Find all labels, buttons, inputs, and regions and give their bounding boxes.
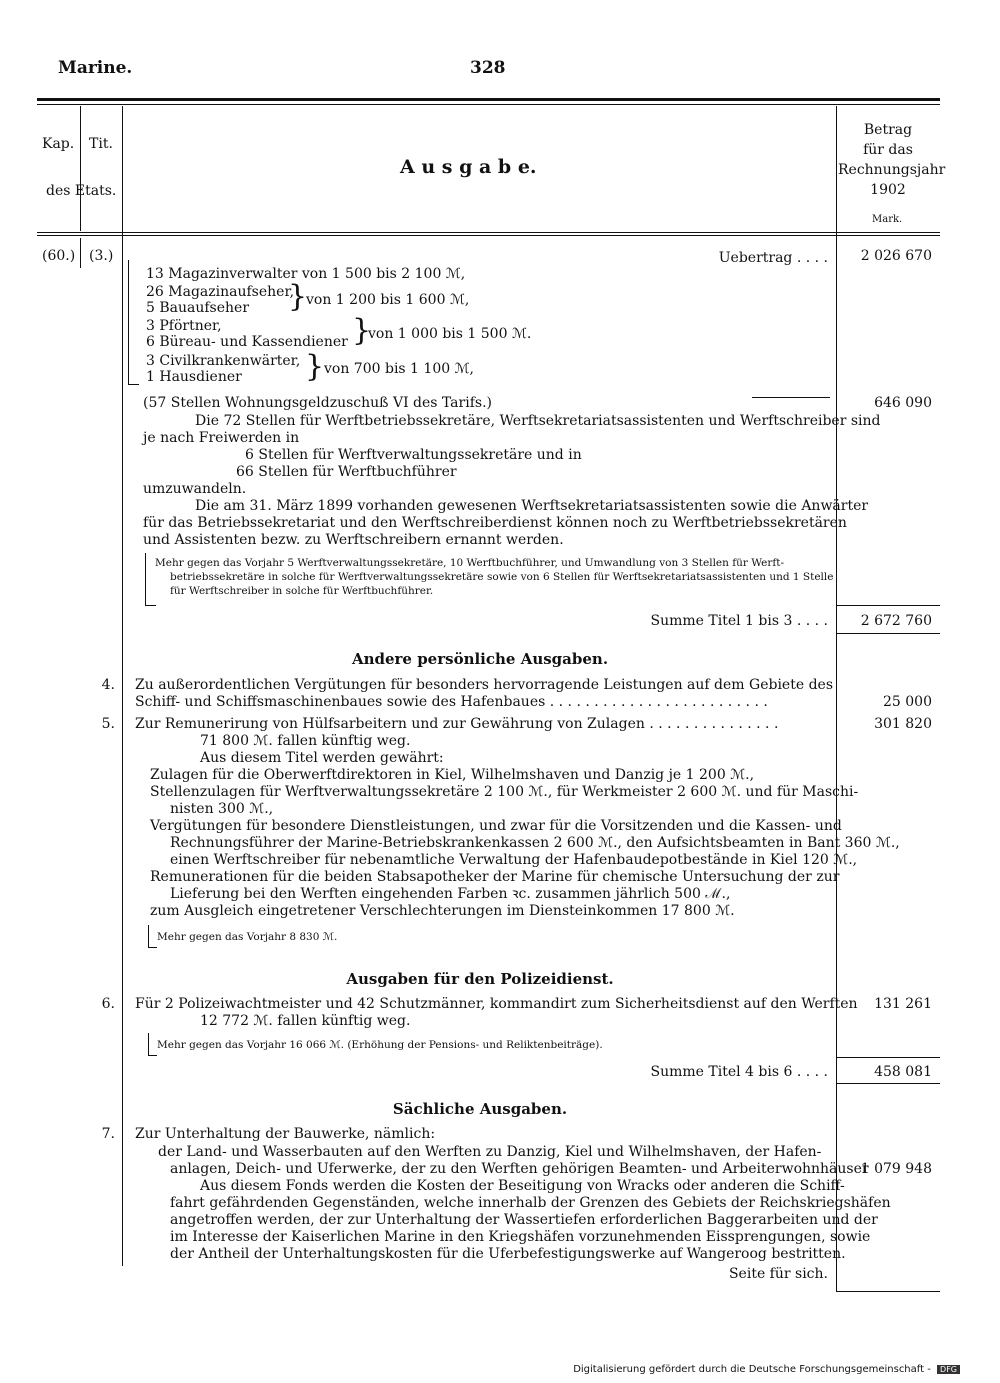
note-bracket-2 — [148, 925, 157, 948]
para-7: Die am 31. März 1899 vorhanden gewesenen Werftsekretariatsassistenten sowie die Anwärter — [195, 498, 869, 514]
col-divider-tit — [122, 106, 123, 1266]
uebertrag-label: Uebertrag . . . . — [718, 250, 828, 266]
para-4: 6 Stellen für Werftverwaltungssekretäre und in — [245, 447, 582, 463]
tit-7-line-1: Zur Unterhaltung der Bauwerke, nämlich: — [135, 1126, 436, 1142]
tit-6-line-1: Für 2 Polizeiwachtmeister und 42 Schutzmänner, kommandirt zum Sicherheitsdienst auf den Werften — [135, 996, 858, 1012]
tit-5-line-3: Aus diesem Titel werden gewährt: — [200, 750, 444, 766]
tit-5-line-10: Remunerationen für die beiden Stabsapotheker der Marine für chemische Untersuchung der zur — [150, 869, 840, 885]
staff-line-2b: 5 Bauaufseher — [146, 300, 250, 316]
tit-5-amount: 301 820 — [874, 716, 932, 732]
tit-4-line-1: Zu außerordentlichen Vergütungen für besonders hervorragende Leistungen auf dem Gebiete des — [135, 677, 834, 693]
note-bracket-3 — [148, 1033, 157, 1056]
para-5: 66 Stellen für Werftbuchführer — [236, 464, 457, 480]
tit-5-line-7: Vergütungen für besondere Dienstleistungen, und zwar für die Vorsitzenden und die Kassen- und — [150, 818, 842, 834]
tit-5-line-12: zum Ausgleich eingetretener Verschlechterungen im Diensteinkommen 17 800 ℳ. — [150, 903, 735, 919]
staff-line-4b: 1 Hausdiener — [146, 369, 242, 385]
col-divider-kap-lower — [80, 238, 81, 268]
para-1: (57 Stellen Wohnungsgeldzuschuß VI des Tarifs.) — [143, 395, 492, 411]
para-6: umzuwandeln. — [143, 481, 247, 497]
tit-6-line-2: 12 772 ℳ. fallen künftig weg. — [200, 1013, 411, 1029]
staff-line-2c: von 1 200 bis 1 600 ℳ, — [306, 292, 470, 308]
amount-rule — [752, 397, 830, 398]
para-3: je nach Freiwerden in — [143, 430, 300, 446]
tit-7-line-5: fahrt gefährdenden Gegenständen, welche innerhalb der Grenzen des Gebiets der Reichskriegshäfen — [170, 1195, 891, 1211]
uebertrag-amount: 2 026 670 — [860, 248, 932, 264]
staff-line-4c: von 700 bis 1 100 ℳ, — [324, 361, 475, 377]
tit-5-line-9: einen Werftschreiber für nebenamtliche Verwaltung der Hafenbaudepotbestände in Kiel 120 ℳ., — [170, 852, 858, 868]
tit-5-line-4: Zulagen für die Oberwerftdirektoren in Kiel, Wilhelmshaven und Danzig je 1 200 ℳ., — [150, 767, 755, 783]
tit-4-number: 4. — [101, 677, 115, 693]
tit-7-line-6: angetroffen werden, der zur Unterhaltung der Wassertiefen erforderlichen Baggerarbeiten und der — [170, 1212, 878, 1228]
tit-number: (3.) — [89, 248, 114, 264]
table-title: A u s g a b e. — [400, 156, 537, 178]
para-1-amount: 646 090 — [874, 395, 932, 411]
brace-2: } — [352, 313, 372, 348]
note-1-line-3: für Werftschreiber in solche für Werftbuchführer. — [170, 585, 434, 597]
des-etats-label: des Etats. — [46, 183, 117, 199]
summe-rule-2 — [836, 1057, 940, 1058]
kap-label: Kap. — [42, 136, 75, 152]
amount-header-3: Rechnungsjahr — [838, 162, 946, 178]
tit-5-line-6: nisten 300 ℳ., — [170, 801, 274, 817]
dfg-logo: DFG — [937, 1365, 960, 1374]
amount-header-4: 1902 — [870, 182, 906, 198]
tit-4-line-2: Schiff- und Schiffsmaschinenbaues sowie des Hafenbaues . . . . . . . . . . . . . . . . . . . . . . . . . — [135, 694, 768, 710]
tit-5-line-2: 71 800 ℳ. fallen künftig weg. — [200, 733, 411, 749]
summe-2-amount: 458 081 — [874, 1064, 932, 1080]
section-title: Marine. — [58, 58, 133, 78]
page-number: 328 — [470, 58, 506, 78]
staff-line-3a: 3 Pförtner, — [146, 318, 222, 334]
amount-header-2: für das — [863, 142, 913, 158]
para-9: und Assistenten bezw. zu Werftschreibern ernannt werden. — [143, 532, 564, 548]
tit-7-number: 7. — [101, 1126, 115, 1142]
para-2: Die 72 Stellen für Werftbetriebssekretäre, Werftsekretariatsassistenten und Werftschreiber sind — [195, 413, 881, 429]
summe-2-label: Summe Titel 4 bis 6 . . . . — [650, 1064, 828, 1080]
tit-5-note: Mehr gegen das Vorjahr 8 830 ℳ. — [157, 931, 338, 943]
note-1-line-1: Mehr gegen das Vorjahr 5 Werftverwaltungssekretäre, 10 Werftbuchführer, und Umwandlung von 3 Stellen für Werft- — [155, 557, 785, 569]
summe-rule-2b — [836, 1083, 940, 1084]
tit-6-note: Mehr gegen das Vorjahr 16 066 ℳ. (Erhöhung der Pensions- und Reliktenbeiträge). — [157, 1039, 603, 1051]
summe-rule-1b — [836, 633, 940, 634]
tit-7-amount: 1 079 948 — [860, 1161, 932, 1177]
header-rule-thick — [37, 98, 940, 101]
seite-fuer-sich: Seite für sich. — [728, 1266, 828, 1282]
summe-rule-1 — [836, 605, 940, 606]
col-divider-kap — [80, 106, 81, 231]
tit-label: Tit. — [89, 136, 113, 152]
staff-line-1: 13 Magazinverwalter von 1 500 bis 2 100 ℳ, — [146, 266, 466, 282]
tit-7-line-7: im Interesse der Kaiserlichen Marine in den Kriegshäfen vorzunehmenden Eissprengungen, sowie — [170, 1229, 871, 1245]
tit-5-line-1: Zur Remunerirung von Hülfsarbeitern und zur Gewährung von Zulagen . . . . . . . . . . . . . . . — [135, 716, 779, 732]
tit-6-amount: 131 261 — [874, 996, 932, 1012]
kap-number: (60.) — [42, 248, 76, 264]
heading-andere-persoenliche: Andere persönliche Ausgaben. — [351, 650, 609, 668]
para-8: für das Betriebssekretariat und den Werftschreiberdienst können noch zu Werftbetriebssekretären — [143, 515, 847, 531]
currency-label: Mark. — [872, 214, 903, 225]
staff-line-2a: 26 Magazinaufseher, — [146, 284, 295, 300]
col-divider-amount — [836, 106, 837, 1291]
tit-4-amount: 25 000 — [883, 694, 932, 710]
footer-text: Digitalisierung gefördert durch die Deutsche Forschungsgemeinschaft - — [573, 1364, 931, 1375]
tit-7-line-4: Aus diesem Fonds werden die Kosten der Beseitigung von Wracks oder anderen die Schiff- — [200, 1178, 845, 1194]
summe-1-amount: 2 672 760 — [860, 613, 932, 629]
tit-7-line-2: der Land- und Wasserbauten auf den Werften zu Danzig, Kiel und Wilhelmshaven, der Hafen- — [158, 1144, 822, 1160]
tit-5-line-8: Rechnungsführer der Marine-Betriebskrankenkassen 2 600 ℳ., den Aufsichtsbeamten in Bant 360 ℳ., — [170, 835, 900, 851]
brace-3: } — [305, 349, 325, 384]
staff-line-3c: von 1 000 bis 1 500 ℳ. — [368, 326, 532, 342]
note-1-line-2: betriebssekretäre in solche für Werftverwaltungssekretäre sowie von 6 Stellen für Werftsekretariatsassistenten und 1 Stelle — [170, 571, 834, 583]
staff-line-4a: 3 Civilkrankenwärter, — [146, 353, 301, 369]
tit-6-number: 6. — [101, 996, 115, 1012]
staff-bracket — [128, 260, 139, 385]
tit-5-line-11: Lieferung bei den Werften eingehenden Farben ꝛc. zusammen jährlich 500 ℳ., — [170, 886, 731, 902]
heading-saechliche: Sächliche Ausgaben. — [392, 1100, 568, 1118]
amount-header-1: Betrag — [863, 122, 913, 138]
brace-1: } — [288, 279, 308, 314]
header-bottom-rule-1 — [37, 232, 940, 233]
header-bottom-rule-2 — [37, 235, 940, 236]
footer-credit — [573, 1364, 960, 1375]
bottom-rule — [836, 1291, 940, 1292]
summe-1-label: Summe Titel 1 bis 3 . . . . — [650, 613, 828, 629]
staff-line-3b: 6 Büreau- und Kassendiener — [146, 334, 348, 350]
tit-7-line-3: anlagen, Deich- und Uferwerke, der zu den Werften gehörigen Beamten- und Arbeiterwohnhäuser — [170, 1161, 869, 1177]
header-rule-thin — [37, 104, 940, 105]
tit-7-line-8: der Antheil der Unterhaltungskosten für die Uferbefestigungswerke auf Wangeroog bestritten. — [170, 1246, 846, 1262]
tit-5-number: 5. — [101, 716, 115, 732]
tit-5-line-5: Stellenzulagen für Werftverwaltungssekretäre 2 100 ℳ., für Werkmeister 2 600 ℳ. und für Maschi- — [150, 784, 859, 800]
heading-polizeidienst: Ausgaben für den Polizeidienst. — [346, 970, 614, 988]
